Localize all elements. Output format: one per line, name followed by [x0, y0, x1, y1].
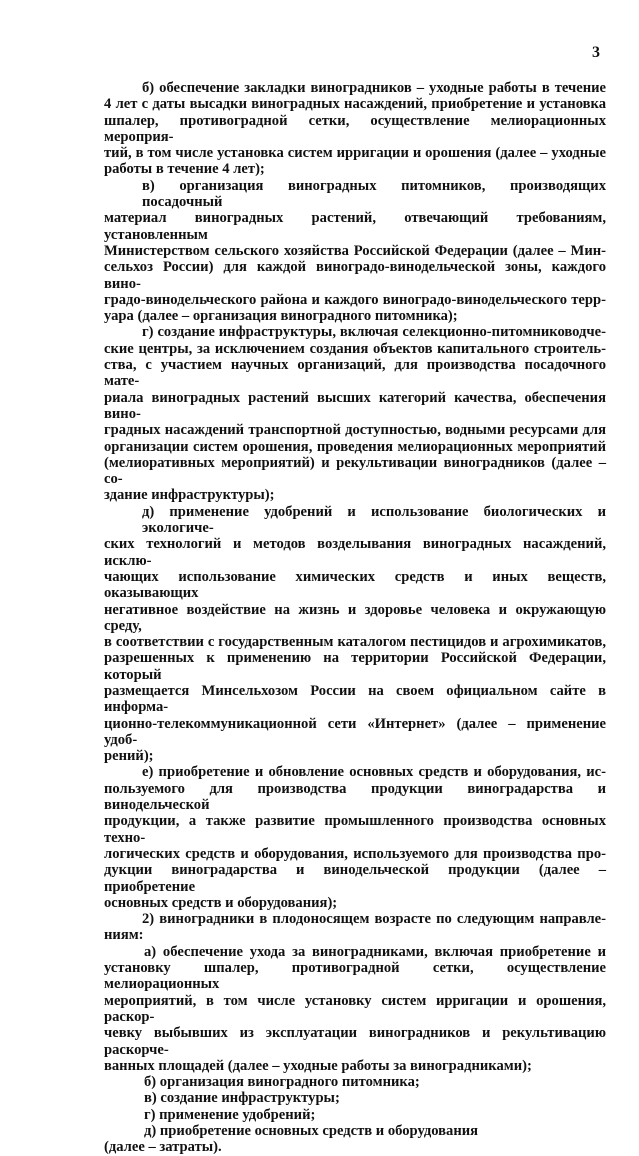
- text-line: е) приобретение и обновление основных средств и оборудования, ис-: [142, 764, 606, 781]
- text-line: дукции виноградарства и винодельческой продукции (далее – приобретение: [104, 862, 606, 895]
- text-line: продукции, а также развитие промышленного производства основных техно-: [104, 813, 606, 846]
- text-line: б) обеспечение закладки виноградников – уходные работы в течение: [142, 80, 606, 96]
- text-line: градных насаждений транспортной доступностью, водными ресурсами для: [104, 422, 606, 439]
- text-line: логических средств и оборудования, используемого для производства про-: [104, 845, 606, 862]
- text-line: риала виноградных растений высших категорий качества, обеспечения вино-: [104, 389, 606, 422]
- text-line: негативное воздействие на жизнь и здоровье человека и окружающую среду,: [104, 601, 606, 634]
- text-line: 4 лет с даты высадки виноградных насаждений, приобретение и установка: [104, 96, 606, 113]
- text-line: градо-винодельческого района и каждого виноградо-винодельческого терр-: [104, 291, 606, 308]
- text-line: г) создание инфраструктуры, включая селекционно-питомниководче-: [142, 324, 606, 341]
- text-line: г) применение удобрений;: [144, 1106, 316, 1123]
- text-line: пользуемого для производства продукции виноградарства и винодельческой: [104, 780, 606, 814]
- text-line: ских технологий и методов возделывания виноградных насаждений, исклю-: [104, 536, 606, 569]
- text-line: организации систем орошения, проведения мелиорационных мероприятий: [104, 438, 606, 455]
- text-line: установку шпалер, противоградной сетки, осуществление мелиорационных: [104, 960, 606, 993]
- text-line: в) организация виноградных питомников, производящих посадочный: [142, 177, 606, 211]
- text-line: б) организация виноградного питомника;: [144, 1074, 420, 1091]
- text-line: тий, в том числе установка систем ирригации и орошения (далее – уходные: [104, 145, 606, 162]
- text-line: мероприятий, в том числе установку систем ирригации и орошения, раскор-: [104, 992, 606, 1025]
- text-line: 2) виноградники в плодоносящем возрасте по следующим направле-: [142, 911, 606, 928]
- text-line: ские центры, за исключением создания объектов капитального строитель-: [104, 340, 606, 357]
- text-line: ства, с участием научных организаций, для производства посадочного мате-: [104, 357, 606, 390]
- text-line: шпалер, противоградной сетки, осуществление мелиорационных мероприя-: [104, 112, 606, 145]
- page-number: 3: [592, 44, 600, 61]
- text-line: ционно-телекоммуникационной сети «Интернет» (далее – применение удоб-: [104, 715, 606, 748]
- text-line: здание инфраструктуры);: [104, 487, 275, 504]
- text-line: чающих использование химических средств и иных веществ, оказывающих: [104, 568, 606, 602]
- text-line: уара (далее – организация виноградного питомника);: [104, 308, 458, 325]
- text-line: ниям:: [104, 927, 144, 944]
- text-line: Министерством сельского хозяйства Российской Федерации (далее – Мин-: [104, 242, 606, 259]
- text-line: (мелиоративных мероприятий) и рекультивации виноградников (далее – со-: [104, 454, 606, 488]
- text-line: в) создание инфраструктуры;: [144, 1090, 340, 1107]
- text-line: материал виноградных растений, отвечающий требованиям, установленным: [104, 210, 606, 243]
- text-line: в соответствии с государственным каталогом пестицидов и агрохимикатов,: [104, 634, 606, 651]
- text-line: а) обеспечение ухода за виноградниками, включая приобретение и: [144, 943, 606, 960]
- text-line: разрешенных к применению на территории Российской Федерации, который: [104, 650, 606, 683]
- text-line: основных средств и оборудования);: [104, 894, 338, 911]
- text-line: д) приобретение основных средств и оборудования: [144, 1123, 479, 1139]
- text-line: работы в течение 4 лет);: [104, 161, 265, 178]
- text-line: д) применение удобрений и использование биологических и экологиче-: [142, 503, 606, 537]
- text-line: размещается Минсельхозом России на своем официальном сайте в информа-: [104, 682, 606, 716]
- text-line: ванных площадей (далее – уходные работы за виноградниками);: [104, 1057, 532, 1074]
- text-line: (далее – затраты).: [104, 1139, 222, 1156]
- document-body: [104, 80, 606, 1156]
- text-line: чевку выбывших из эксплуатации виноградников и рекультивацию раскорче-: [104, 1025, 606, 1058]
- text-line: сельхоз России) для каждой виноградо-винодельческой зоны, каждого вино-: [104, 259, 606, 292]
- text-line: рений);: [104, 748, 154, 765]
